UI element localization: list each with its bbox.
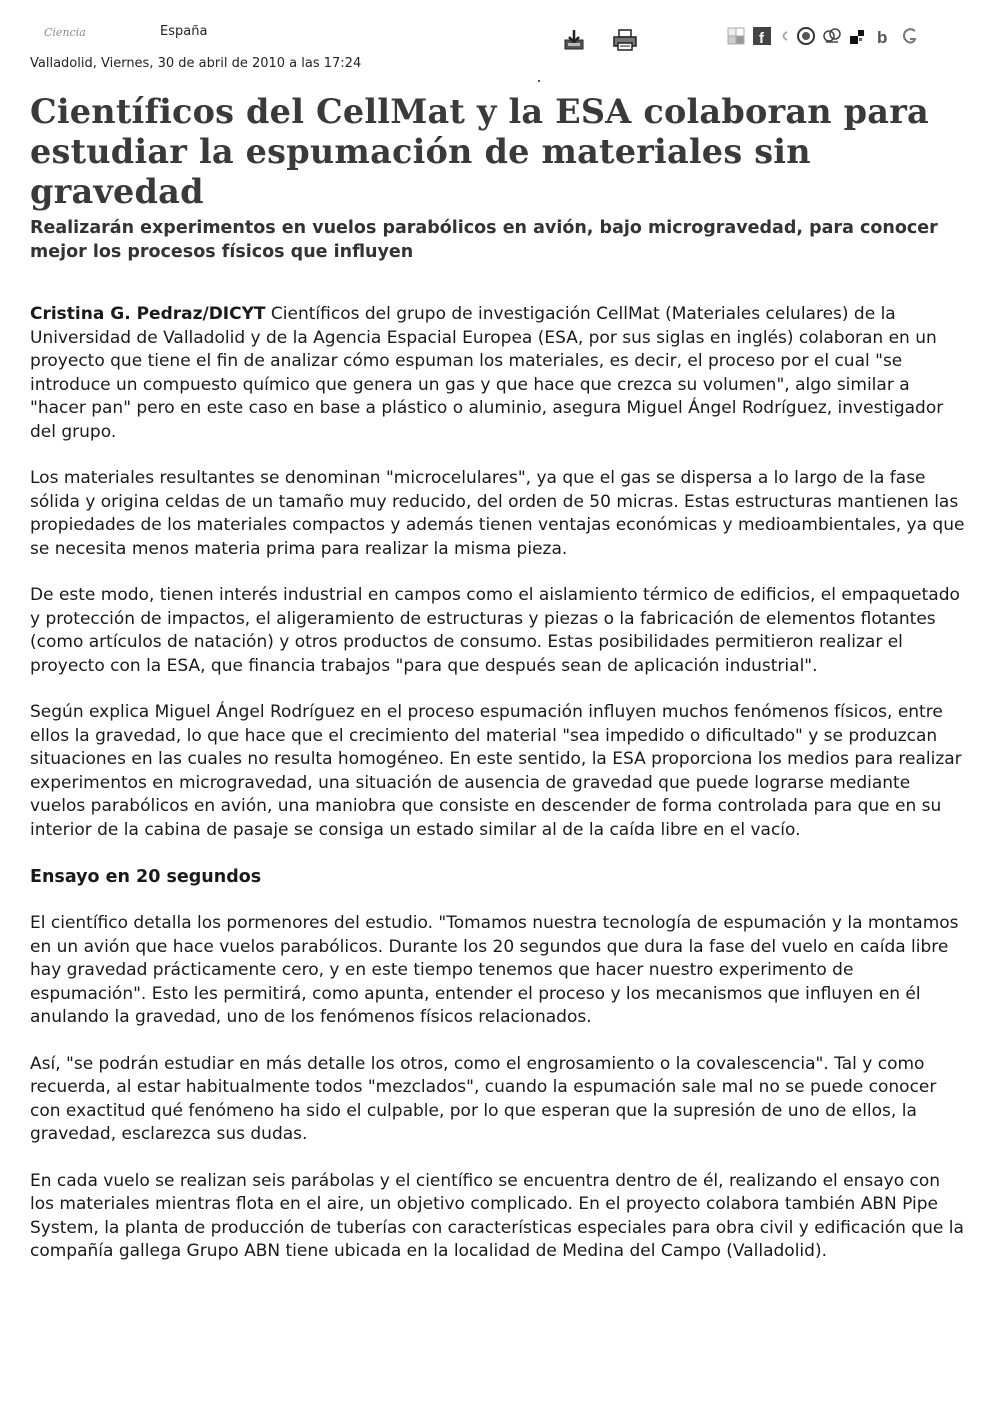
print-icon[interactable] <box>612 28 636 52</box>
blogger-icon[interactable] <box>874 26 894 46</box>
download-icon[interactable] <box>562 28 586 52</box>
dateline: Valladolid, Viernes, 30 de abril de 2010 a las 17:24 <box>30 56 362 71</box>
meneame-icon[interactable] <box>778 26 790 46</box>
svg-text:b: b <box>877 28 888 46</box>
article-body <box>30 303 965 1287</box>
region-label[interactable]: España <box>160 24 208 39</box>
digg-icon[interactable] <box>822 26 842 46</box>
paragraph: Cristina G. Pedraz/DICYT Científicos del grupo de investigación CellMat (Materiales celulares) de la Universidad de Valladolid y de la Agencia Espacial Europea (ESA, por sus siglas en inglés) colaboran en un proyecto que tiene el fin de analizar cómo espuman los materiales, es decir, el proceso por el cual "se introduce un compuesto químico que genera un gas y que hace que crezca su volumen", algo similar a "hacer pan" pero en este caso en base a plástico o aluminio, asegura Miguel Ángel Rodríguez, investigador del grupo. <box>30 304 944 442</box>
yahoo-icon[interactable] <box>848 26 868 46</box>
delicious-icon[interactable] <box>726 26 746 46</box>
page-header <box>0 0 996 80</box>
paragraph: Así, "se podrán estudiar en más detalle los otros, como el engrosamiento o la covalescencia". Tal y como recuerda, al estar habitualmente todos "mezclados", cuando la espumación sale mal no se puede conocer con exactitud qué fenómeno ha sido el culpable, por lo que esperan que la supresión de uno de ellos, la gravedad, esclarezca sus dudas. <box>30 1053 937 1144</box>
byline: Cristina G. Pedraz/DICYT <box>30 304 266 324</box>
scan-speck <box>538 80 540 82</box>
paragraph: Según explica Miguel Ángel Rodríguez en el proceso espumación influyen muchos fenómenos físicos, entre ellos la gravedad, lo que hace que el crecimiento del material "sea impedido o dificultado" y se produzcan situaciones en las cuales no resulta homogéneo. En este sentido, la ESA proporciona los medios para realizar experimentos en microgravedad, una situación de ausencia de gravedad que puede lograrse mediante vuelos parabólicos en avión, una maniobra que consiste en descender de forma controlada para que en su interior de la cabina de pasaje se consiga un estado similar al de la caída libre en el vacío. <box>30 702 962 840</box>
facebook-icon[interactable] <box>752 26 772 46</box>
technorati-icon[interactable] <box>796 26 816 46</box>
google-icon[interactable] <box>900 26 920 46</box>
article-title: Científicos del CellMat y la ESA colaboran para estudiar la espumación de materiales sin gravedad <box>30 92 929 211</box>
paragraph: El científico detalla los pormenores del estudio. "Tomamos nuestra tecnología de espumación y la montamos en un avión que hace vuelos parabólicos. Durante los 20 segundos que dura la fase del vuelo en caída libre hay gravedad prácticamente cero, y en este tiempo tenemos que hacer nuestro experimento de espumación". Esto les permitirá, como apunta, entender el proceso y los mecanismos que influyen en él anulando la gravedad, uno de los fenómenos físicos relacionados. <box>30 913 959 1027</box>
share-bar <box>726 26 920 46</box>
section-label[interactable]: Ciencia <box>44 26 86 39</box>
paragraph: Los materiales resultantes se denominan "microcelulares", ya que el gas se dispersa a lo largo de la fase sólida y origina celdas de un tamaño muy reducido, del orden de 50 micras. Estas estructuras mantienen las propiedades de los materiales compactos y además tienen ventajas económicas y medioambientales, ya que se necesita menos materia prima para realizar la misma pieza. <box>30 468 965 559</box>
paragraph: De este modo, tienen interés industrial en campos como el aislamiento térmico de edificios, el empaquetado y protección de impactos, el aligeramiento de estructuras y piezas o la fabricación de elementos flotantes (como artículos de natación) y otros productos de consumo. Estas posibilidades permitieron realizar el proyecto con la ESA, que financia trabajos "para que después sean de aplicación industrial". <box>30 585 960 676</box>
svg-text:f: f <box>759 30 764 46</box>
paragraph: En cada vuelo se realizan seis parábolas y el científico se encuentra dentro de él, realizando el ensayo con los materiales mientras flota en el aire, un objetivo complicado. En el proyecto colabora también ABN Pipe System, la planta de producción de tuberías con características especiales para obra civil y edificación que la compañía gallega Grupo ABN tiene ubicada en la localidad de Medina del Campo (Valladolid). <box>30 1170 964 1261</box>
article-subtitle: Realizarán experimentos en vuelos parabólicos en avión, bajo microgravedad, para conocer mejor los procesos físicos que influyen <box>30 218 938 262</box>
section-heading: Ensayo en 20 segundos <box>30 867 262 887</box>
